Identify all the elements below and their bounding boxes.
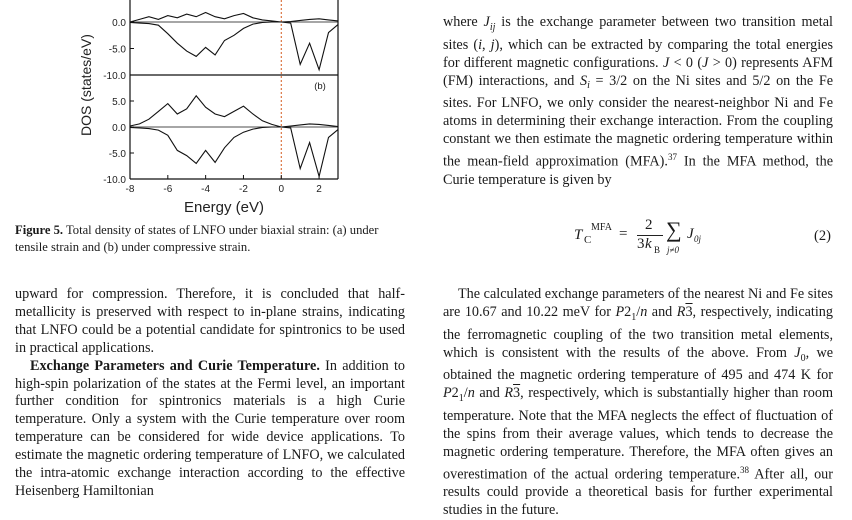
dos-curve-panel-a-series-2 [130, 22, 338, 70]
equation-number: (2) [814, 228, 831, 244]
caption-label: Figure 5. [15, 223, 64, 237]
xtick-label: -6 [163, 184, 173, 195]
left-paragraph-2-text: In addition to high-spin polarization of the states at the Fermi level, an important further condition for spintronics materials is a high Curie temperature. Only a system with the Curie temperature over room temperature can be considered for wide device applications. To estimate the magnetic ordering temperature of LNFO, we calculated the intra-atomic exchange interaction according to the effective Heisenberg Hamiltonian [15, 357, 405, 499]
right-column-paragraph-2 [443, 286, 833, 520]
panel-a-ytick-label: -10.0 [103, 71, 126, 82]
figure-caption [15, 222, 410, 255]
xtick-label: -8 [125, 184, 135, 195]
panel-b-ytick-label: -5.0 [108, 149, 126, 160]
reference-37[interactable]: 37 [667, 152, 677, 162]
left-paragraph-1: upward for compression. Therefore, it is concluded that half-metallicity is preserved with respect to in-plane strains, indicating that LNFO could be a potential candidate for spintronics to be used in practical applications. [15, 286, 405, 356]
caption-text: Total density of states of LNFO under biaxial strain: (a) under tensile strain and (b) under compressive strain. [15, 223, 379, 254]
panel-b-label: (b) [314, 81, 326, 92]
dos-curve-panel-b-series-2 [130, 127, 338, 176]
xtick-label: -4 [201, 184, 211, 195]
xtick-label: 2 [316, 184, 322, 195]
panel-a-ytick-label: -5.0 [108, 44, 126, 56]
right-column-paragraph-1 [443, 14, 833, 190]
dos-curve-panel-b-series-1 [130, 96, 338, 127]
left-column-text [15, 286, 405, 501]
reference-38[interactable]: 38 [740, 464, 750, 475]
x-axis-label: Energy (eV) [183, 199, 265, 216]
xtick-label: -2 [239, 184, 248, 195]
panel-a-ytick-label: 0.0 [112, 18, 126, 29]
section-heading: Exchange Parameters and Curie Temperature. [30, 357, 320, 374]
dos-figure [0, 0, 440, 222]
panel-b-ytick-label: 5.0 [112, 97, 126, 108]
xtick-label: 0 [278, 184, 285, 195]
equation-curie-temperature: T C MFA = 2 3 k B ∑ j≠0 J 0j [574, 217, 702, 255]
right-paragraph-1: where $J_{ij}$ is the exchange parameter between two transition metal sites (i, j), which can be extracted by comparing the total energies for different magnetic configurations. J < 0 (J > 0) represents AFM (FM) interactions, and $S_i = 3/2$ on the Ni sites and 5/2 on the Fe sites. For LNFO, we only consider the nearest-neighbor Ni and Fe atoms in determining their exchange interaction. From the coupling constant we then estimate the magnetic ordering temperature within the mean-field approximation (MFA).$^{37}$ In the MFA method, the Curie temperature is given by [443, 14, 834, 188]
y-axis-label: DOS (states/eV) [78, 34, 94, 136]
left-paragraph-2 [15, 358, 405, 501]
dos-curve-panel-a-series-1 [130, 13, 338, 23]
panel-b-ytick-label: 0.0 [112, 123, 126, 134]
right-paragraph-2: The calculated exchange parameters of the nearest Ni and Fe sites are 10.67 and 10.22 meV for $P2_1/n$ and R3, respectively, indicating the ferromagnetic coupling of the two transition metal elements, which is consistent with the results of the above. From $J_0$, we obtained the magnetic ordering temperature of 495 and 474 K for $P2_1/n$ and R3, respectively, which is substantially higher than room temperature. Note that the MFA neglects the effect of fluctuation of the spins from their average values, which tends to decrease the magnetic ordering temperature. Therefore, the MFA often gives an overestimation of the actual ordering temperature.$^{38}$ After all, our results could provide a theoretical basis for further experimental studies in the future. [443, 286, 833, 519]
panel-b-ytick-label: -10.0 [103, 175, 126, 186]
